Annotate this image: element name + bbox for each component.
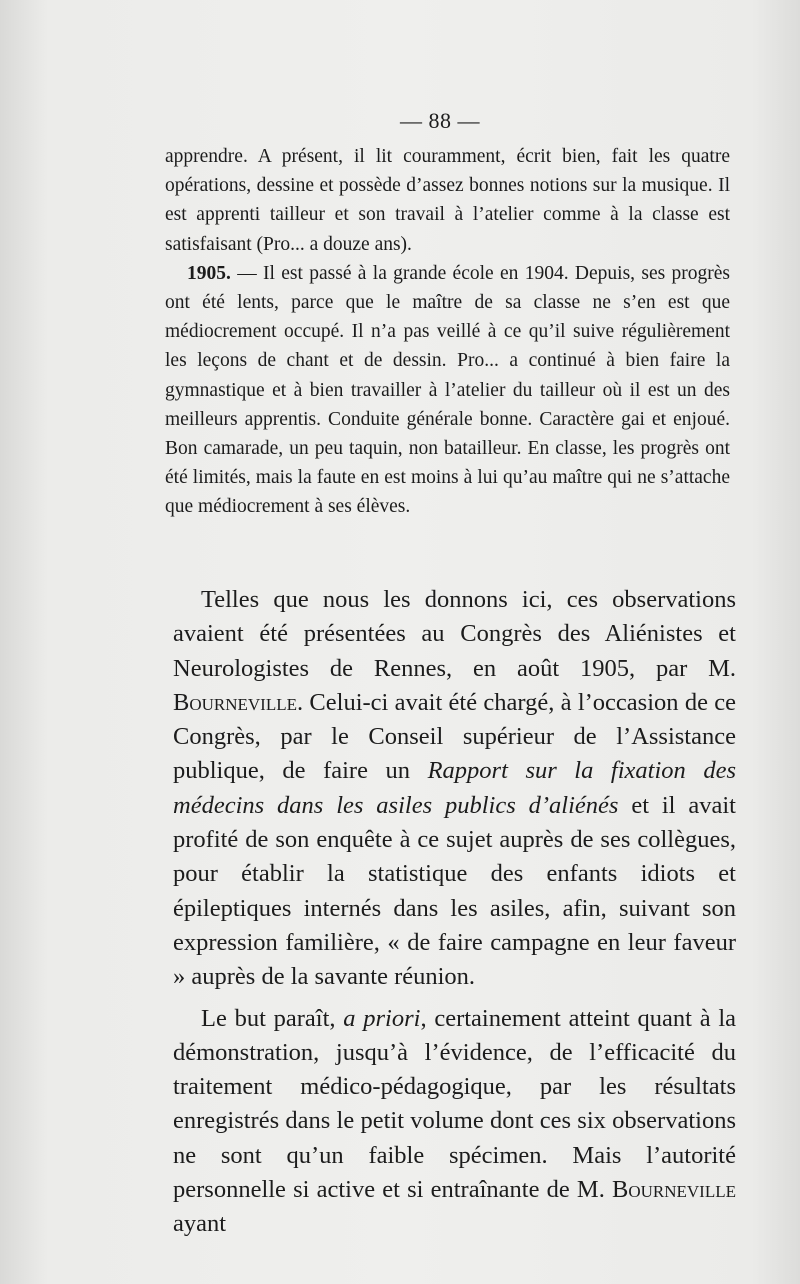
case-paragraph-2 — [165, 259, 730, 522]
commentary-2-text-a: Le but paraît, — [201, 1004, 344, 1032]
commentary — [173, 583, 736, 1242]
commentary-paragraph-2 — [173, 1002, 736, 1242]
commentary-1-text-c: et il avait profité de son enquête à ce sujet auprès de ses collègues, pour établir la statistique des enfants idiots et épileptiques internés dans les asiles, afin, suivant son expression familière, « de faire campagne en leur faveur » auprès de la savante réunion. — [173, 791, 736, 991]
commentary-2-text-b: , certainement atteint quant à la démonstration, jusqu’à l’évidence, de l’efficacité du traitement médico-pédagogique, par les résultats enregistrés dans le petit volume dont ces six observations ne sont qu’un faible spécimen. Mais l’autorité personnelle si active et si entraînante de M. — [173, 1004, 736, 1204]
latin-phrase: a priori — [343, 1004, 421, 1032]
commentary-paragraph-1 — [173, 583, 736, 995]
commentary-2-text-c: ayant — [173, 1210, 227, 1238]
page-number: — 88 — — [400, 108, 480, 133]
case-paragraph-2-text: — Il est passé à la grande école en 1904. Depuis, ses progrès ont été lents, parce que le maître de sa classe ne s’en est que médiocrement occupé. Il n’a pas veillé à ce qu’il suive régulièrement les leçons de chant et de dessin. Pro... a continué à bien faire la gymnastique et à bien travailler à l’atelier du tailleur où il est un des meilleurs apprentis. Conduite générale bonne. Caractère gai et enjoué. Bon camarade, un peu taquin, non batailleur. En classe, les progrès ont été limités, mais la faute en est moins à lui qu’au maître qui ne s’attache que médiocrement à ses élèves. — [165, 262, 730, 518]
case-notes — [165, 142, 730, 522]
author-name-2: Bourneville — [612, 1176, 736, 1204]
report-title: Rapport sur la fixation des médecins dans les asiles publics d’aliénés — [173, 757, 736, 819]
case-paragraph-1: apprendre. A présent, il lit couramment, écrit bien, fait les quatre opérations, dessine et possède d’assez bonnes notions sur la musique. Il est apprenti tailleur et son travail à l’atelier comme à la classe est satisfaisant (Pro... a douze ans). — [165, 146, 730, 255]
year-heading: 1905. — [187, 262, 231, 284]
author-name: Bourneville — [173, 688, 297, 716]
commentary-1-text-b: . Celui-ci avait été chargé, à l’occasion de ce Congrès, par le Conseil supérieur de l’Assistance publique, de faire un — [173, 688, 736, 785]
commentary-1-text-a: Telles que nous les donnons ici, ces observations avaient été présentées au Congrès des Aliénistes et Neurologistes de Rennes, en août 1905, par M. — [173, 586, 736, 682]
